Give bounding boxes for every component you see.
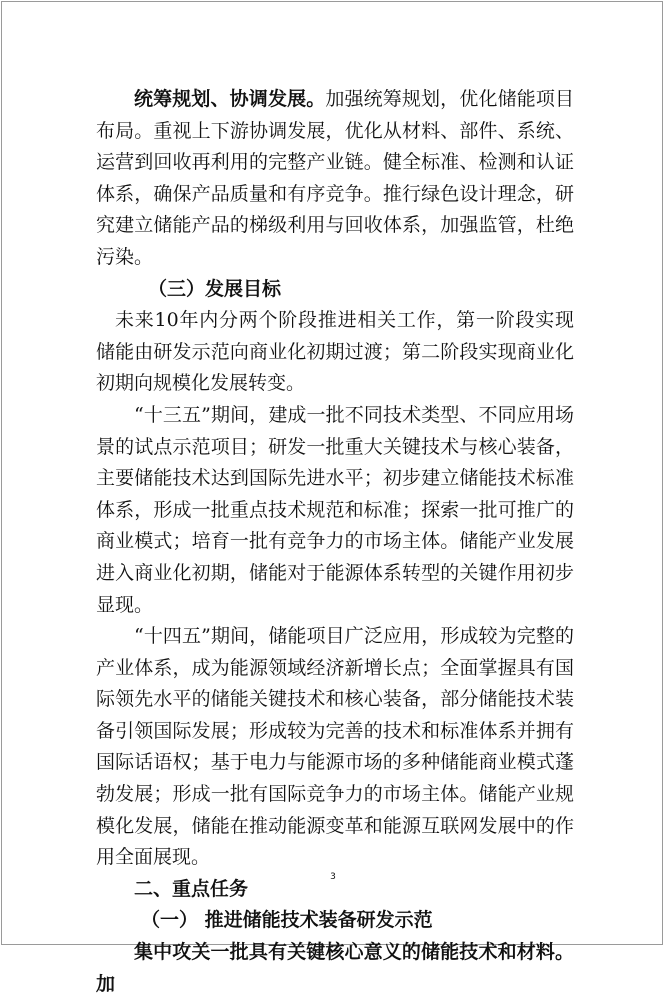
paragraph-14th-five-year: “十四五”期间，储能项目广泛应用，形成较为完整的产业体系，成为能源领域经济新增长点；全面掌握具有国际领先水平的储能关键技术和核心装备，部分储能技术装备引领国际发展；形成较为完善的技术和标准体系并拥有国际话语权；基于电力与能源市场的多种储能商业模式蓬勃发展；形成一批有国际竞争力的市场主体。储能产业规模化发展，储能在推动能源变革和能源互联网发展中的作用全面展现。 [96,625,574,869]
subsection-heading-rd-demo: （一） 推进储能技术装备研发示范 [141,909,433,932]
page-number: 3 [330,872,336,882]
section-heading-development-goals: （三）发展目标 [148,277,282,300]
paragraph-coordinated-development [96,84,574,274]
paragraph-lead: 统筹规划、协调发展。 [134,88,326,110]
section-heading-key-tasks: 二、重点任务 [134,877,249,900]
paragraph-two-phases: 未来10年内分两个阶段推进相关工作，第一阶段实现储能由研发示范向商业化初期过渡；第二阶段实现商业化初期向规模化发展转变。 [96,309,574,395]
document-body [96,84,574,1000]
paragraph-key-technologies: 集中攻关一批具有关键核心意义的储能技术和材料。加 [96,941,574,995]
paragraph-13th-five-year: “十三五”期间，建成一批不同技术类型、不同应用场景的试点示范项目；研发一批重大关键技术与核心装备，主要储能技术达到国际先进水平；初步建立储能技术标准体系，形成一批重点技术规范和标准；探索一批可推广的商业模式；培育一批有竞争力的市场主体。储能产业发展进入商业化初期，储能对于能源体系转型的关键作用初步显现。 [96,403,574,616]
paragraph-text: 加强统筹规划，优化储能项目布局。重视上下游协调发展，优化从材料、部件、系统、运营到回收再利用的完整产业链。健全标准、检测和认证体系，确保产品质量和有序竞争。推行绿色设计理念，研究建立储能产品的梯级利用与回收体系，加强监管，杜绝污染。 [96,88,574,268]
